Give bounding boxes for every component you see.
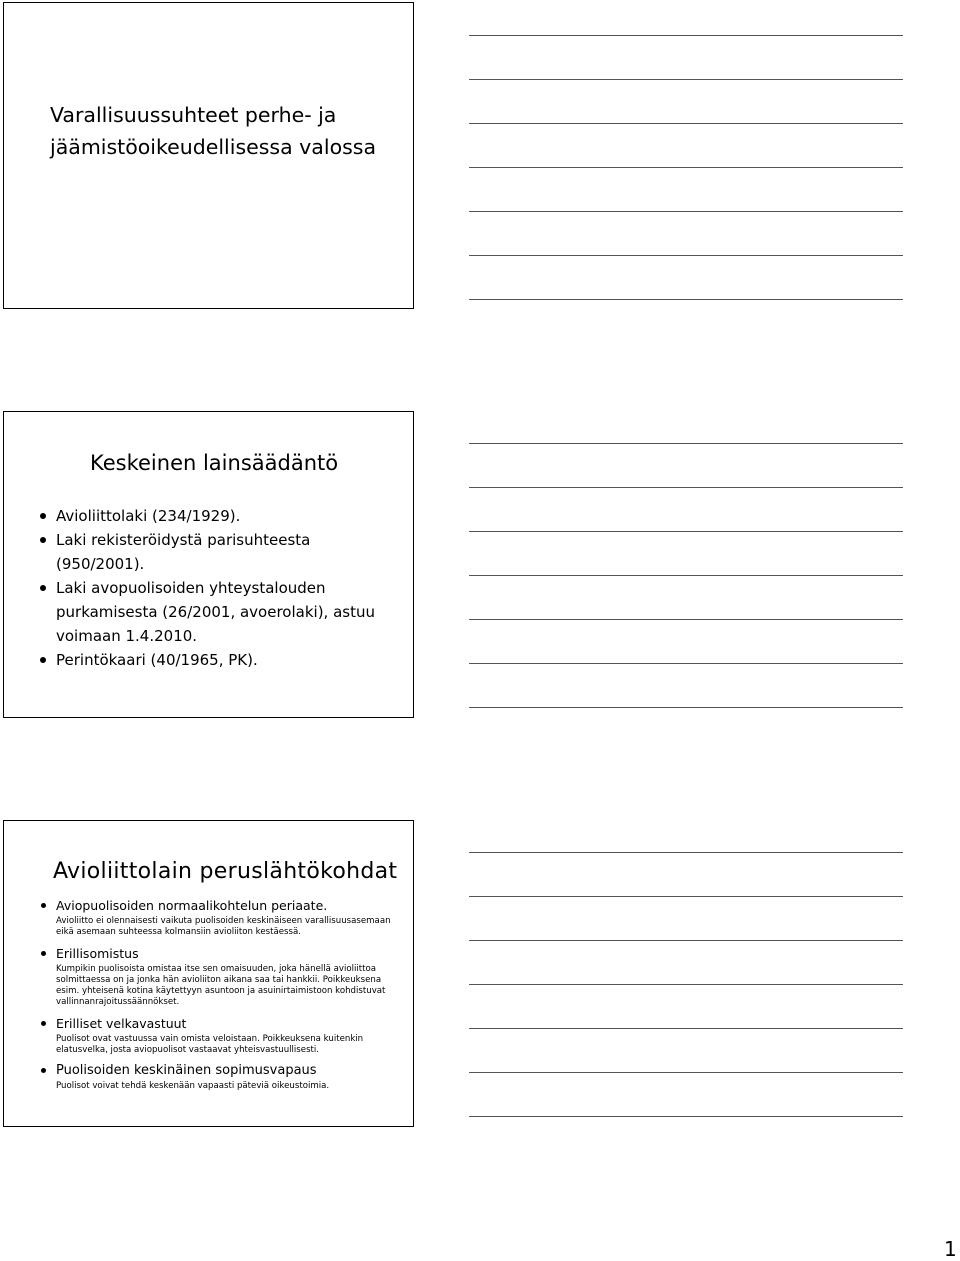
slide-1: [3, 2, 414, 309]
bullet-item: [4, 1014, 415, 1057]
slide-1-title: Varallisuussuhteet perhe- ja jäämistöoikeudellisessa valossa: [50, 103, 377, 159]
bullet-heading: Erillisomistus: [56, 945, 139, 961]
bullet-item: Laki avopuolisoiden yhteystalouden purkamisesta (26/2001, avoerolaki), astuu voimaan 1.4.2010.: [4, 576, 415, 648]
bullet-subtext: Avioliitto ei olennaisesti vaikuta puolisoiden keskinäiseen varallisuusasemaan eikä asemaan suhteessa kolmansiin avioliiton kestäessä.: [56, 916, 391, 938]
bullet-item: Avioliittolaki (234/1929).: [4, 504, 415, 528]
bullet-heading: Aviopuolisoiden normaalikohtelun periaate.: [56, 898, 328, 913]
slide-3-title: Avioliittolain peruslähtökohdat: [53, 859, 398, 884]
bullet-subtext: Puolisot ovat vastuussa vain omista veloistaan. Poikkeuksena kuitenkin elatusvelka, josta aviopuolisot vastaavat yhteisvastuullisesti.: [56, 1033, 364, 1056]
bullet-item: [4, 1061, 415, 1092]
slide-3: [3, 820, 414, 1127]
bullet-subtext: Kumpikin puolisoista omistaa itse sen omaisuuden, joka hänellä avioliittoa solmittaessa on ja jonka hän avioliiton aikana saa tai hankkii. Poikkeuksena esim. yhteisenä kotina käytettyyn asuntoon ja asuinirtaimistoon kohdistuvat vallinnanrajoitussäännökset.: [56, 963, 386, 1008]
bullet-item: Perintökaari (40/1965, PK).: [4, 648, 415, 672]
page-number: 1: [944, 1237, 957, 1261]
bullet-item: [4, 896, 415, 939]
bullet-item: Laki rekisteröidystä parisuhteesta (950/2001).: [4, 528, 415, 576]
slide-2-title: Keskeinen lainsäädäntö: [90, 451, 339, 475]
slide-2-bullet-list: [4, 504, 415, 672]
slide-2: [3, 411, 414, 718]
bullet-heading: Erilliset velkavastuut: [56, 1015, 187, 1031]
bullet-item: [4, 944, 415, 1009]
bullet-subtext: Puolisot voivat tehdä keskenään vapaasti päteviä oikeustoimia.: [56, 1081, 330, 1092]
slide-3-bullet-list: [4, 896, 415, 1098]
bullet-heading: Puolisoiden keskinäinen sopimusvapaus: [56, 1063, 317, 1079]
